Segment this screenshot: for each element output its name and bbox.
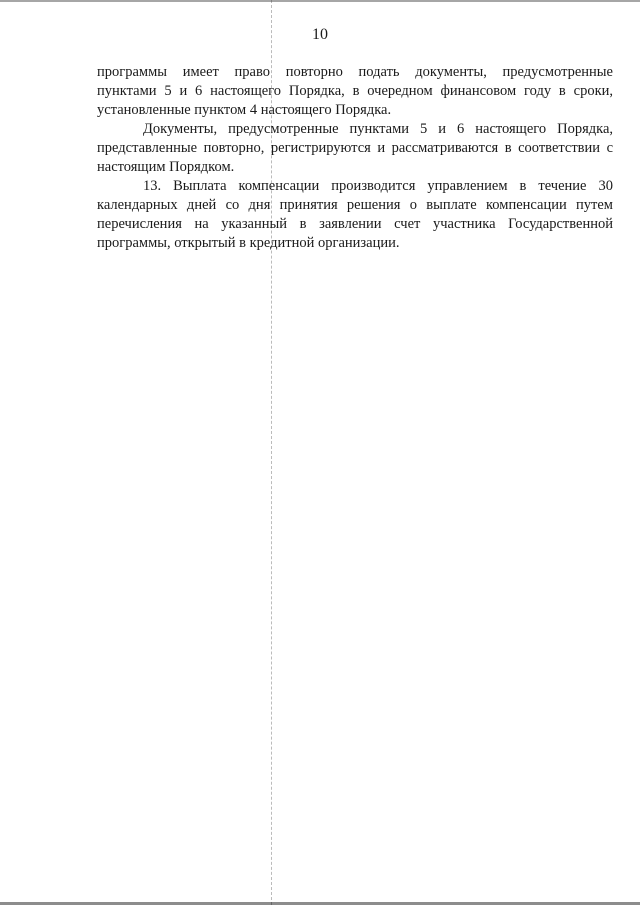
page-number: 10 <box>312 26 328 43</box>
text-line: программы имеет право повторно подать документы, предусмотренные <box>97 64 613 80</box>
text-line: Документы, предусмотренные пунктами 5 и 6 настоящего Порядка, <box>143 121 613 137</box>
text-line: представленные повторно, регистрируются и рассматриваются в соответствии с <box>97 140 613 156</box>
text-line: установленные пунктом 4 настоящего Порядка. <box>97 102 392 118</box>
text-line: календарных дней со дня принятия решения о выплате компенсации путем <box>97 197 613 213</box>
text-line: 13. Выплата компенсации производится управлением в течение 30 <box>143 178 613 194</box>
paragraph-continuation <box>97 63 613 120</box>
document-body <box>97 63 613 253</box>
text-line: перечисления на указанный в заявлении счет участника Государственной <box>97 216 613 232</box>
text-line: пунктами 5 и 6 настоящего Порядка, в очередном финансовом году в сроки, <box>97 83 613 99</box>
text-line: программы, открытый в кредитной организации. <box>97 235 400 251</box>
scan-top-edge <box>0 0 640 2</box>
paragraph-resubmission <box>97 120 613 177</box>
paragraph-item-13 <box>97 177 613 253</box>
text-line: настоящим Порядком. <box>97 159 235 175</box>
